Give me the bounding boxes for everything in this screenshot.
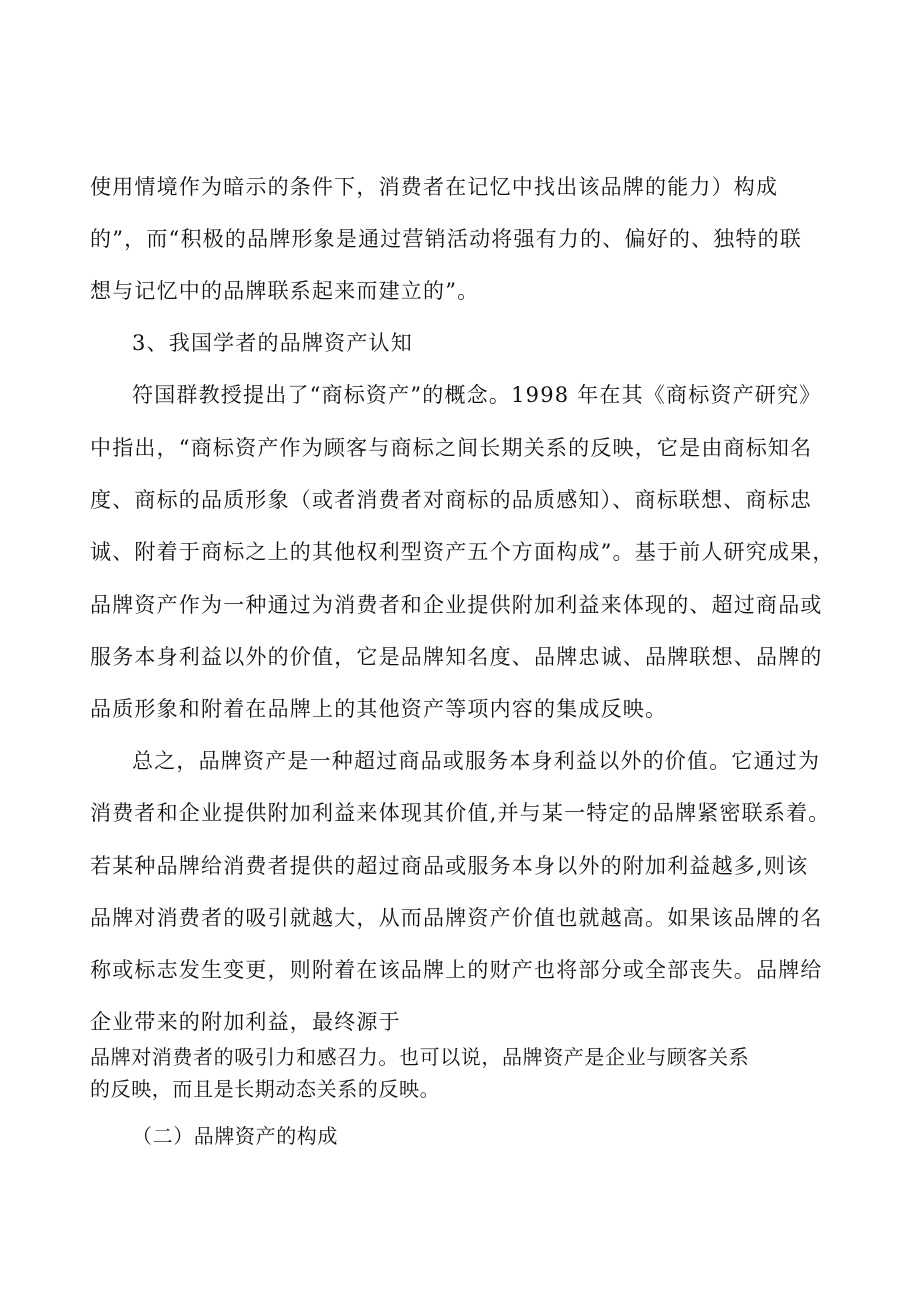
text-line: 品牌对消费者的吸引力和感召力。也可以说，品牌资产是企业与顾客关系	[90, 1045, 750, 1069]
text-line: 的反映，而且是长期动态关系的反映。	[90, 1077, 441, 1101]
text-line: 品牌对消费者的吸引就越大，从而品牌资产价值也就越高。如果该品牌的名	[90, 906, 823, 930]
text-line: 品牌资产作为一种通过为消费者和企业提供附加利益来体现的、超过商品或	[90, 593, 823, 617]
text-line: 总之，品牌资产是一种超过商品或服务本身利益以外的价值。它通过为	[132, 749, 821, 773]
text-line: 的”，而“积极的品牌形象是通过营销活动将强有力的、偏好的、独特的联	[90, 227, 803, 251]
section-heading: 3、我国学者的品牌资产认知	[132, 331, 413, 355]
text-line: 符国群教授提出了“商标资产”的概念。1998 年在其《商标资产研究》	[132, 383, 822, 407]
text-line: 消费者和企业提供附加利益来体现其价值,并与某一特定的品牌紧密联系着。	[90, 801, 831, 825]
text-line: 度、商标的品质形象（或者消费者对商标的品质感知）、商标联想、商标忠	[90, 488, 813, 512]
text-line: 诚、附着于商标之上的其他权利型资产五个方面构成”。基于前人研究成果，	[90, 540, 835, 564]
section-heading: （二）品牌资产的构成	[132, 1124, 338, 1148]
text-line: 若某种品牌给消费者提供的超过商品或服务本身以外的附加利益越多,则该	[90, 854, 809, 878]
text-line: 使用情境作为暗示的条件下，消费者在记忆中找出该品牌的能力）构成	[90, 175, 779, 199]
text-line: 称或标志发生变更，则附着在该品牌上的财产也将部分或全部丧失。品牌给	[90, 958, 823, 982]
text-line: 想与记忆中的品牌联系起来而建立的”。	[90, 279, 480, 303]
text-line: 中指出，“商标资产作为顾客与商标之间长期关系的反映，它是由商标知名	[90, 436, 813, 460]
text-line: 服务本身利益以外的价值，它是品牌知名度、品牌忠诚、品牌联想、品牌的	[90, 645, 823, 669]
text-line: 企业带来的附加利益，最终源于	[90, 1010, 401, 1034]
text-line: 品质形象和附着在品牌上的其他资产等项内容的集成反映。	[90, 697, 668, 721]
